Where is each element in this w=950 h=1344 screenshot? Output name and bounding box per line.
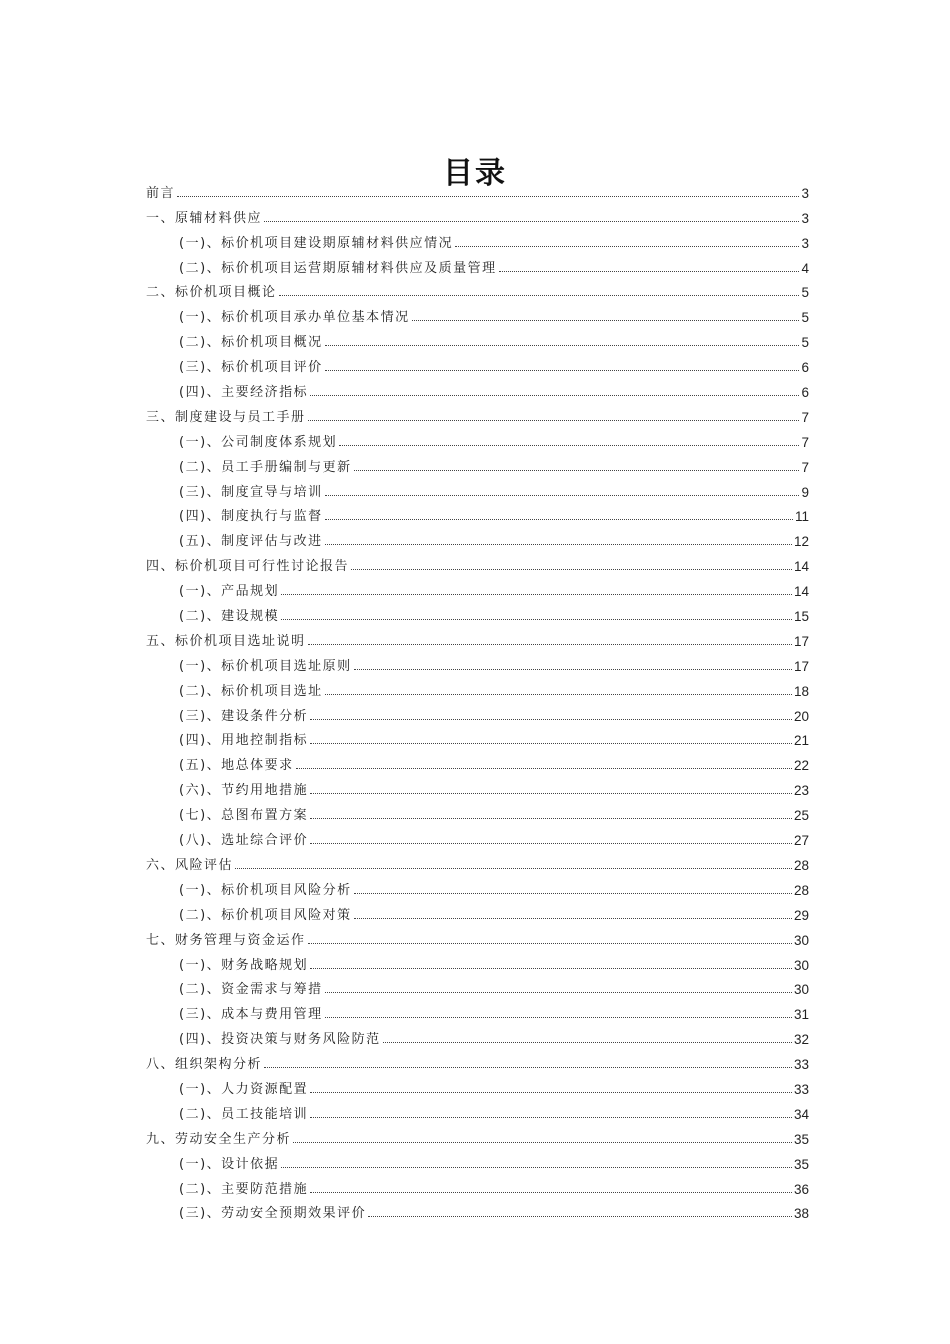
- toc-page-number: 17: [793, 658, 809, 674]
- toc-entry-label: 九、劳动安全生产分析: [146, 1131, 292, 1147]
- toc-entry-label: 一、原辅材料供应: [146, 210, 263, 226]
- toc-entry-label: (一)、设计依据: [179, 1156, 280, 1172]
- dot-leader: [264, 1067, 792, 1068]
- toc-entry-label: 七、财务管理与资金运作: [146, 932, 306, 948]
- toc-page-number: 30: [793, 957, 809, 973]
- toc-page-number: 20: [793, 708, 809, 724]
- toc-page-number: 30: [793, 932, 809, 948]
- dot-leader: [325, 345, 800, 346]
- toc-subsection-link[interactable]: [146, 823, 809, 848]
- toc-page-number: 34: [793, 1106, 809, 1122]
- toc-subsection-link[interactable]: [146, 898, 809, 923]
- toc-subsection-link[interactable]: [146, 375, 809, 400]
- toc-entry-label: (二)、建设规模: [179, 609, 280, 625]
- dot-leader: [310, 843, 792, 844]
- toc-page-number: 17: [793, 633, 809, 649]
- toc-entry-label: (三)、建设条件分析: [179, 708, 309, 724]
- toc-entry-label: (二)、标价机项目概况: [179, 335, 323, 351]
- toc-section-link[interactable]: [146, 848, 809, 873]
- toc-subsection-link[interactable]: [146, 973, 809, 998]
- dot-leader: [310, 719, 792, 720]
- dot-leader: [281, 619, 792, 620]
- toc-subsection-link[interactable]: [146, 1097, 809, 1122]
- toc-entry-label: (二)、标价机项目选址: [179, 683, 323, 699]
- toc-subsection-link[interactable]: [146, 350, 809, 375]
- toc-entry-label: (五)、制度评估与改进: [179, 534, 323, 550]
- toc-section-link[interactable]: [146, 624, 809, 649]
- toc-entry-label: (六)、节约用地措施: [179, 783, 309, 799]
- dot-leader: [325, 495, 800, 496]
- dot-leader: [310, 793, 792, 794]
- toc-page-number: 23: [793, 783, 809, 799]
- toc-entry-label: 八、组织架构分析: [146, 1057, 263, 1073]
- dot-leader: [339, 445, 799, 446]
- dot-leader: [310, 743, 792, 744]
- toc-entry-label: (一)、公司制度体系规划: [179, 434, 338, 450]
- toc-entry-label: (四)、主要经济指标: [179, 385, 309, 401]
- toc-page-number: 25: [793, 808, 809, 824]
- dot-leader: [354, 893, 792, 894]
- toc-subsection-link[interactable]: [146, 524, 809, 549]
- toc-page-number: 9: [801, 484, 809, 500]
- dot-leader: [383, 1042, 792, 1043]
- toc-page-number: 15: [793, 609, 809, 625]
- toc-subsection-link[interactable]: [146, 1147, 809, 1172]
- dot-leader: [308, 644, 792, 645]
- toc-subsection-link[interactable]: [146, 674, 809, 699]
- toc-page-number: 38: [793, 1206, 809, 1222]
- toc-page-number: 5: [801, 285, 809, 301]
- toc-subsection-link[interactable]: [146, 1197, 809, 1222]
- toc-page-number: 22: [793, 758, 809, 774]
- toc-page-number: 33: [793, 1057, 809, 1073]
- toc-entry-label: (二)、员工技能培训: [179, 1106, 309, 1122]
- dot-leader: [325, 694, 792, 695]
- toc-page-number: 31: [793, 1007, 809, 1023]
- dot-leader: [281, 594, 792, 595]
- toc-subsection-link[interactable]: [146, 500, 809, 525]
- toc-page-number: 14: [793, 584, 809, 600]
- toc-page-number: 3: [801, 235, 809, 251]
- toc-page-number: 7: [801, 434, 809, 450]
- toc-section-link[interactable]: [146, 1047, 809, 1072]
- dot-leader: [412, 320, 800, 321]
- toc-subsection-link[interactable]: [146, 325, 809, 350]
- toc-page-number: 5: [801, 310, 809, 326]
- toc-entry-label: (一)、标价机项目选址原则: [179, 658, 352, 674]
- toc-page-number: 30: [793, 982, 809, 998]
- toc-page-number: 28: [793, 857, 809, 873]
- dot-leader: [310, 1117, 792, 1118]
- toc-entry-label: (二)、主要防范措施: [179, 1181, 309, 1197]
- toc-page-number: 11: [794, 509, 809, 525]
- dot-leader: [325, 519, 793, 520]
- dot-leader: [296, 768, 792, 769]
- toc-subsection-link[interactable]: [146, 948, 809, 973]
- toc-entry-label: (一)、标价机项目风险分析: [179, 882, 352, 898]
- dot-leader: [368, 1216, 792, 1217]
- toc-entry-label: (五)、地总体要求: [179, 758, 294, 774]
- toc-section-link[interactable]: [146, 201, 809, 226]
- toc-page-number: 3: [801, 210, 809, 226]
- toc-entry-label: (四)、制度执行与监督: [179, 509, 323, 525]
- toc-page-number: 14: [793, 559, 809, 575]
- toc-page-number: 6: [801, 385, 809, 401]
- dot-leader: [310, 818, 792, 819]
- toc-entry-label: (二)、员工手册编制与更新: [179, 459, 352, 475]
- toc-page-number: 12: [793, 534, 809, 550]
- toc-entry-label: (三)、劳动安全预期效果评价: [179, 1206, 367, 1222]
- dot-leader: [293, 1142, 792, 1143]
- page-title: 目录: [443, 156, 507, 192]
- toc-subsection-link[interactable]: [146, 649, 809, 674]
- toc-page-number: 18: [793, 683, 809, 699]
- dot-leader: [177, 196, 799, 197]
- toc-section-link[interactable]: [146, 1122, 809, 1147]
- toc-page-number: 36: [793, 1181, 809, 1197]
- dot-leader: [310, 968, 792, 969]
- toc-subsection-link[interactable]: [146, 773, 809, 798]
- toc-entry-label: 二、标价机项目概论: [146, 285, 277, 301]
- toc-subsection-link[interactable]: [146, 300, 809, 325]
- toc-subsection-link[interactable]: [146, 251, 809, 276]
- toc-page-number: 28: [793, 882, 809, 898]
- toc-page-number: 7: [801, 409, 809, 425]
- toc-page-number: 33: [793, 1081, 809, 1097]
- dot-leader: [354, 470, 800, 471]
- toc-entry-label: (三)、成本与费用管理: [179, 1007, 323, 1023]
- toc-section-link[interactable]: [146, 276, 809, 301]
- toc-subsection-link[interactable]: [146, 599, 809, 624]
- toc-entry-label: 六、风险评估: [146, 857, 234, 873]
- toc-subsection-link[interactable]: [146, 1072, 809, 1097]
- table-of-contents: [146, 176, 809, 1221]
- toc-page-number: 4: [801, 260, 809, 276]
- dot-leader: [235, 868, 792, 869]
- toc-subsection-link[interactable]: [146, 724, 809, 749]
- toc-entry-label: (一)、产品规划: [179, 584, 280, 600]
- toc-entry-label: (三)、制度宣导与培训: [179, 484, 323, 500]
- toc-entry-label: (一)、人力资源配置: [179, 1081, 309, 1097]
- toc-subsection-link[interactable]: [146, 798, 809, 823]
- toc-page-number: 3: [801, 185, 809, 201]
- dot-leader: [499, 271, 800, 272]
- toc-subsection-link[interactable]: [146, 748, 809, 773]
- dot-leader: [279, 295, 800, 296]
- toc-entry-label: (四)、用地控制指标: [179, 733, 309, 749]
- toc-subsection-link[interactable]: [146, 475, 809, 500]
- toc-entry-label: 五、标价机项目选址说明: [146, 633, 306, 649]
- toc-subsection-link[interactable]: [146, 997, 809, 1022]
- dot-leader: [455, 246, 799, 247]
- toc-subsection-link[interactable]: [146, 226, 809, 251]
- dot-leader: [310, 1092, 792, 1093]
- toc-entry-label: (四)、投资决策与财务风险防范: [179, 1032, 381, 1048]
- toc-entry-label: 四、标价机项目可行性讨论报告: [146, 559, 350, 575]
- toc-page-number: 21: [793, 733, 809, 749]
- toc-subsection-link[interactable]: [146, 450, 809, 475]
- toc-section-link[interactable]: [146, 400, 809, 425]
- toc-page-number: 6: [801, 360, 809, 376]
- toc-page-number: 35: [793, 1131, 809, 1147]
- toc-entry-label: (一)、财务战略规划: [179, 957, 309, 973]
- toc-subsection-link[interactable]: [146, 699, 809, 724]
- toc-entry-label: (二)、标价机项目运营期原辅材料供应及质量管理: [179, 260, 497, 276]
- dot-leader: [325, 992, 792, 993]
- toc-entry-label: (一)、标价机项目承办单位基本情况: [179, 310, 410, 326]
- dot-leader: [264, 221, 799, 222]
- toc-entry-label: (二)、标价机项目风险对策: [179, 907, 352, 923]
- toc-subsection-link[interactable]: [146, 1172, 809, 1197]
- toc-entry-label: (八)、选址综合评价: [179, 833, 309, 849]
- dot-leader: [325, 544, 792, 545]
- dot-leader: [308, 943, 792, 944]
- toc-subsection-link[interactable]: [146, 873, 809, 898]
- toc-entry-label: (七)、总图布置方案: [179, 808, 309, 824]
- toc-section-link[interactable]: [146, 549, 809, 574]
- dot-leader: [281, 1167, 792, 1168]
- toc-subsection-link[interactable]: [146, 425, 809, 450]
- toc-page-number: 29: [793, 907, 809, 923]
- toc-page-number: 27: [793, 833, 809, 849]
- toc-subsection-link[interactable]: [146, 1022, 809, 1047]
- dot-leader: [310, 1192, 792, 1193]
- toc-page-number: 7: [801, 459, 809, 475]
- dot-leader: [325, 1017, 792, 1018]
- toc-page-number: 5: [801, 335, 809, 351]
- toc-subsection-link[interactable]: [146, 574, 809, 599]
- toc-section-link[interactable]: [146, 176, 809, 201]
- toc-entry-label: 三、制度建设与员工手册: [146, 409, 306, 425]
- dot-leader: [325, 370, 800, 371]
- toc-entry-label: 前言: [146, 185, 176, 201]
- toc-entry-label: (一)、标价机项目建设期原辅材料供应情况: [179, 235, 454, 251]
- toc-section-link[interactable]: [146, 923, 809, 948]
- toc-page-number: 32: [793, 1032, 809, 1048]
- toc-entry-label: (二)、资金需求与筹措: [179, 982, 323, 998]
- toc-page-number: 35: [793, 1156, 809, 1172]
- dot-leader: [310, 395, 799, 396]
- toc-entry-label: (三)、标价机项目评价: [179, 360, 323, 376]
- dot-leader: [351, 569, 792, 570]
- dot-leader: [354, 918, 792, 919]
- dot-leader: [354, 669, 792, 670]
- dot-leader: [308, 420, 800, 421]
